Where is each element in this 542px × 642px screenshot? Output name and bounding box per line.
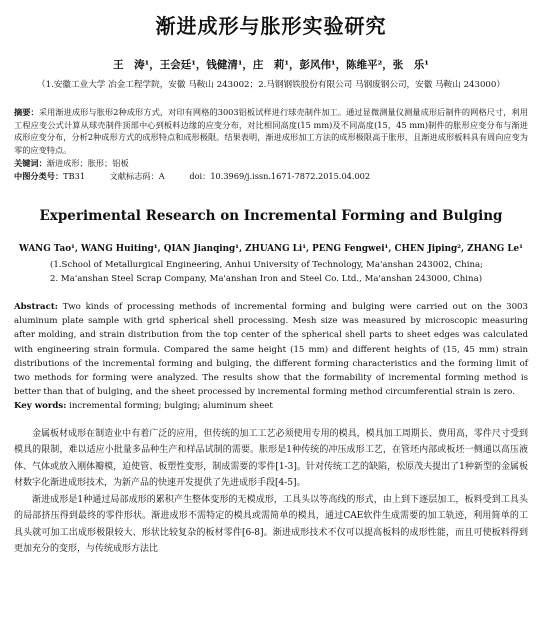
affiliation-en-line-1: (1.School of Metallurgical Engineering, Anhui University of Technology, Ma'anshan 243002, China; bbox=[50, 260, 484, 270]
title-chinese: 渐进成形与胀形实验研究 bbox=[155, 14, 387, 38]
affiliation-en-line-2: 2. Ma'anshan Steel Scrap Company, Ma'anshan Iron and Steel Co. Ltd., Ma'anshan 243000, China) bbox=[50, 274, 483, 284]
authors-english: WANG Tao¹, WANG Huiting¹, QIAN Jianqing¹, ZHUANG Li¹, PENG Fengwei¹, CHEN Jiping², ZHANG Le¹ bbox=[19, 244, 523, 254]
clc-value: TB31 bbox=[63, 171, 86, 181]
keywords-en-text: incremental forming; bulging; aluminum sheet bbox=[66, 401, 273, 412]
keywords-en-label: Key words: bbox=[14, 401, 67, 412]
affiliation-english bbox=[14, 258, 528, 286]
affiliation-chinese: （1.安徽工业大学 冶金工程学院，安徽 马鞍山 243002；2.马钢钢铁股份有限公司 马钢废钢公司，安徽 马鞍山 243000） bbox=[37, 80, 505, 90]
keywords-chinese-block bbox=[14, 158, 528, 169]
doc-code-value: A bbox=[158, 171, 165, 181]
classification-line bbox=[14, 171, 528, 182]
doi-value: 10.3969/j.issn.1671-7872.2015.04.002 bbox=[210, 171, 371, 181]
abstract-cn-text: 采用渐进成形与胀形2种成形方式，对印有网格的3003铝板试样进行球壳制件加工。通过显微测量仪测量成形后制件的网格尺寸，利用工程应变公式计算从球壳制件顶部中心到板料边缘的应变分布，对比相同高度(15 mm)及不同高度(15，45 mm)制件的胀形应变分布与渐进成形应变分布，分析2种成形方式的成形特点和成形极限。结果表明，渐进成形加工方法的成形极限高于胀形，且渐进成形板料具有周向应变为零的应变特点。 bbox=[14, 107, 528, 155]
clc-label: 中图分类号： bbox=[14, 171, 64, 181]
title-english: Experimental Research on Incremental Forming and Bulging bbox=[39, 208, 503, 224]
doi-label: doi： bbox=[189, 171, 211, 181]
abstract-cn-label: 摘要： bbox=[14, 107, 39, 117]
abstract-en-text: Two kinds of processing methods of incremental forming and bulging were carried out on the 3003 aluminum plate sample with grid spherical shell processing. Mesh size was measured by microscopic measuring after molding, and strain distribution from the top center of the spherical shell parts to sheet edges was calculated with engineering strain formula. Compared the same height (15 mm) and different heights of (15, 45 mm) strain distributions of the incremental forming and bulging, the different forming characteristics and the forming limit of two methods for forming were analyzed. The results show that the formability of incremental forming method is better than that of bulging, and the sheet processed by incremental forming method circumferential strain is zero. bbox=[14, 302, 528, 398]
doc-code-label: 文献标志码： bbox=[109, 171, 159, 181]
abstract-english-block bbox=[14, 300, 528, 414]
keywords-cn-label: 关键词： bbox=[14, 158, 47, 168]
abstract-en-label: Abstract: bbox=[14, 302, 58, 312]
body-text bbox=[14, 426, 528, 558]
keywords-cn-text: 渐进成形；胀形；铝板 bbox=[46, 158, 129, 168]
body-paragraph-1: 金属板材成形在制造业中有着广泛的应用，但传统的加工工艺必须使用专用的模具，模具加工周期长、费用高，零件尺寸受到模具的限制，难以适应小批量多品种生产和样品试制的需要。胀形是1种传统的冲压成形工艺，在管坯内部或板坯一侧通以高压液体、气体或放入刚体瓣模，迫使管、板塑性变形，制成需要的零件[1-3]。针对传统工艺的缺陷，松原茂夫提出了1种新型的金属板材数字化渐进成形技术，为新产品的快速开发提供了先进成形手段[4-5]。 bbox=[14, 428, 528, 489]
authors-chinese: 王 涛¹，王会廷¹，钱健清¹，庄 莉¹，彭风伟¹，陈维平²，张 乐¹ bbox=[113, 59, 429, 71]
body-paragraph-2: 渐进成形是1种通过局部成形的累积产生整体变形的无模成形，工具头以等高线的形式，由上到下逐层加工，板料受到工具头的局部挤压得到最终的零件形状。渐进成形不需特定的模具或需简单的模具，通过CAE软件生成需要的加工轨迹，利用简单的工具头就可加工出成形极限较大、形状比较复杂的板材零件[6-8]。渐进成形技术不仅可以提高板料的成形性能，而且可使板料得到更加充分的变形，与传统成形方法比 bbox=[14, 494, 528, 555]
abstract-chinese-block bbox=[14, 106, 528, 156]
